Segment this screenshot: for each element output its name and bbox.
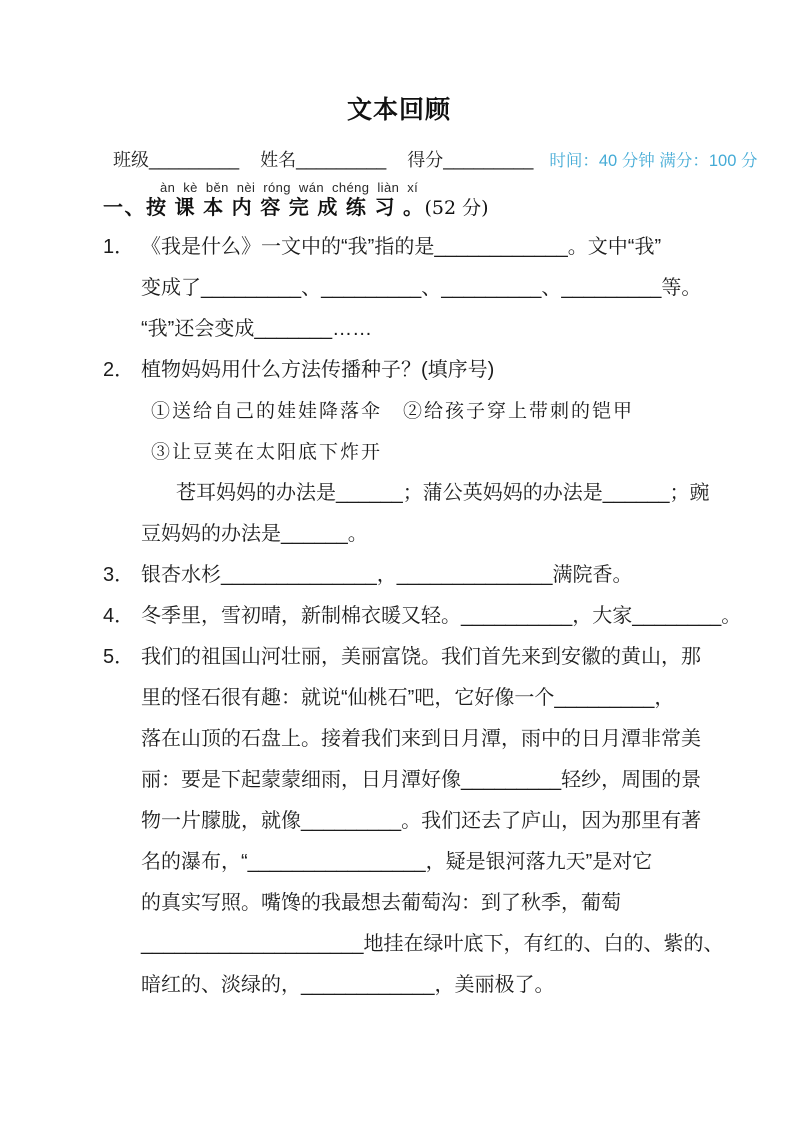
class-field	[113, 150, 239, 170]
question-line: ①送给自己的娃娃降落伞 ②给孩子穿上带刺的铠甲	[151, 400, 635, 422]
score-label: 得分	[407, 150, 444, 170]
class-label: 班级	[113, 150, 149, 170]
question	[103, 227, 702, 350]
name-blank-line: _________	[296, 150, 387, 170]
name-field	[260, 150, 386, 170]
question-line: ____________________地挂在绿叶底下，有红的、白的、紫的、	[141, 933, 724, 955]
question-line	[103, 350, 695, 391]
question-line: 里的怪石很有趣：就说“仙桃石”吧，它好像一个_________，	[141, 687, 675, 709]
question-text: 我们的祖国山河壮丽，美丽富饶。我们首先来到安徽的黄山，那	[141, 646, 701, 668]
question-line: 物一片朦胧，就像_________。我们还去了庐山，因为那里有著	[141, 810, 702, 832]
page-title: 文本回顾	[346, 96, 451, 124]
question-line	[103, 227, 695, 268]
question-line: 落在山顶的石盘上。接着我们来到日月潭，雨中的日月潭非常美	[141, 728, 701, 750]
question-text: 冬季里，雪初晴，新制棉衣暖又轻。__________，大家________。	[141, 605, 742, 627]
question-line: 名的瀑布，“________________，疑是银河落九天”是对它	[141, 851, 653, 873]
question-line: 的真实写照。嘴馋的我最想去葡萄沟：到了秋季，葡萄	[141, 892, 621, 914]
question	[103, 350, 710, 555]
question-line: 豆妈妈的办法是______。	[141, 523, 368, 545]
question-line	[103, 596, 742, 637]
section-heading	[103, 195, 695, 221]
header-row	[103, 146, 758, 172]
section-score-points: (52 分)	[424, 197, 489, 219]
section-heading-text: 一、按 课 本 内 容 完 成 练 习 。	[103, 197, 425, 219]
section-heading-pinyin: àn kè běn nèi róng wán chéng liàn xí	[160, 180, 419, 195]
question	[103, 637, 724, 1006]
question-number: 4．	[103, 605, 135, 627]
score-blank-line: _________	[443, 150, 534, 170]
exam-time-score-info: 时间：40 分钟 满分：100 分	[549, 152, 758, 170]
question	[103, 596, 742, 637]
question-text: 植物妈妈用什么方法传播种子？(填序号)	[141, 359, 495, 381]
question-line: ③让豆荚在太阳底下炸开	[151, 441, 383, 463]
score-field	[407, 150, 533, 170]
question-line: “我”还会变成_______……	[141, 318, 373, 340]
question-number: 3．	[103, 564, 135, 586]
question-number: 1．	[103, 236, 135, 258]
question-line: 暗红的、淡绿的，____________，美丽极了。	[141, 974, 555, 996]
question-number: 2．	[103, 359, 135, 381]
question-line: 苍耳妈妈的办法是______；蒲公英妈妈的办法是______；豌	[176, 482, 710, 504]
class-blank-line: _________	[149, 150, 240, 170]
question-text: 银杏水杉______________，______________满院香。	[141, 564, 633, 586]
student-info-fields	[113, 146, 549, 172]
question-line	[103, 555, 695, 596]
question-line: 变成了_________、_________、_________、_________等。	[141, 277, 702, 299]
question-line: 丽：要是下起蒙蒙细雨，日月潭好像_________轻纱，周围的景	[141, 769, 702, 791]
question-text: 《我是什么》一文中的“我”指的是____________。文中“我”	[141, 236, 662, 258]
question-line	[103, 637, 701, 678]
questions-list	[103, 227, 742, 1006]
question	[103, 555, 695, 596]
question-number: 5．	[103, 646, 135, 668]
name-label: 姓名	[260, 150, 297, 170]
